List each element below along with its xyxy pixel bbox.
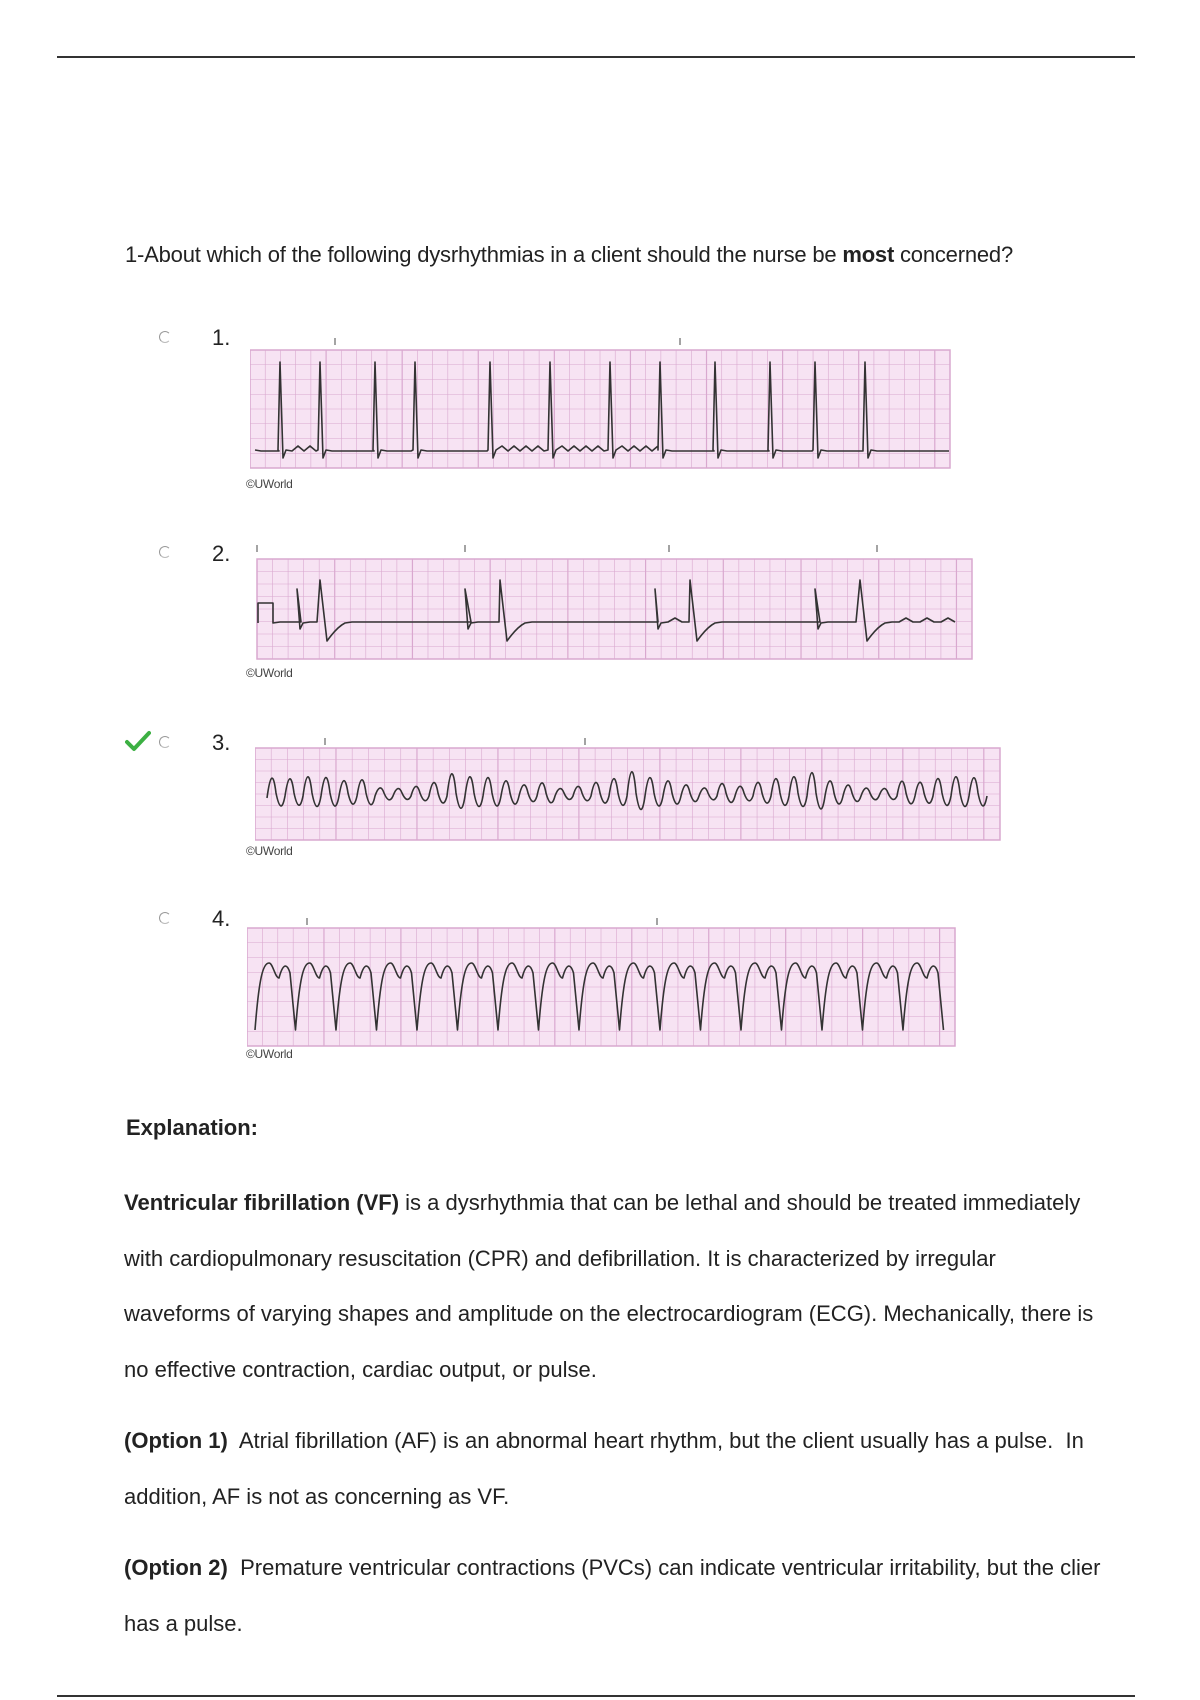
explanation-option-2-paragraph: (Option 2) Premature ventricular contractions (PVCs) can indicate ventricular irritability, but the clier has a pulse. xyxy=(124,1555,1101,1636)
option-2-radio[interactable] xyxy=(159,546,171,558)
question-text: 1-About which of the following dysrhythmias in a client should the nurse be most concerned? xyxy=(125,242,1013,267)
ecg-strip-option-3[interactable] xyxy=(255,738,1003,843)
correct-check-icon xyxy=(125,730,151,752)
option-4-number: 4. xyxy=(212,906,231,931)
option-1-number: 1. xyxy=(212,325,231,350)
option-1-credit: ©UWorld xyxy=(246,477,293,491)
option-1-radio[interactable] xyxy=(159,331,171,343)
explanation-heading: Explanation: xyxy=(126,1115,259,1140)
option-2-number: 2. xyxy=(212,541,231,566)
option-3-number: 3. xyxy=(212,730,231,755)
option-3-credit: ©UWorld xyxy=(246,844,293,858)
option-4-credit: ©UWorld xyxy=(246,1047,293,1061)
explanation-option-1-paragraph: (Option 1) Atrial fibrillation (AF) is an abnormal heart rhythm, but the client usually has a pulse. In addition, AF is not as concerning as VF. xyxy=(124,1428,1084,1509)
bottom-rule xyxy=(57,1695,1135,1697)
option-3-radio[interactable] xyxy=(159,736,171,748)
option-2-credit: ©UWorld xyxy=(246,666,293,680)
ecg-strip-option-4[interactable] xyxy=(247,918,959,1048)
ecg-strip-option-1[interactable] xyxy=(250,336,955,471)
option-4-radio[interactable] xyxy=(159,912,171,924)
top-rule xyxy=(57,56,1135,58)
explanation-vf-paragraph: Ventricular fibrillation (VF) is a dysrhythmia that can be lethal and should be treated immediately with cardiopulmonary resuscitation (CPR) and defibrillation. It is characterized by irregular waveforms of varying shapes and amplitude on the electrocardiogram (ECG). Mechanically, there is no effective contraction, cardiac output, or pulse. xyxy=(124,1190,1094,1382)
ecg-strip-option-2[interactable] xyxy=(255,545,975,660)
